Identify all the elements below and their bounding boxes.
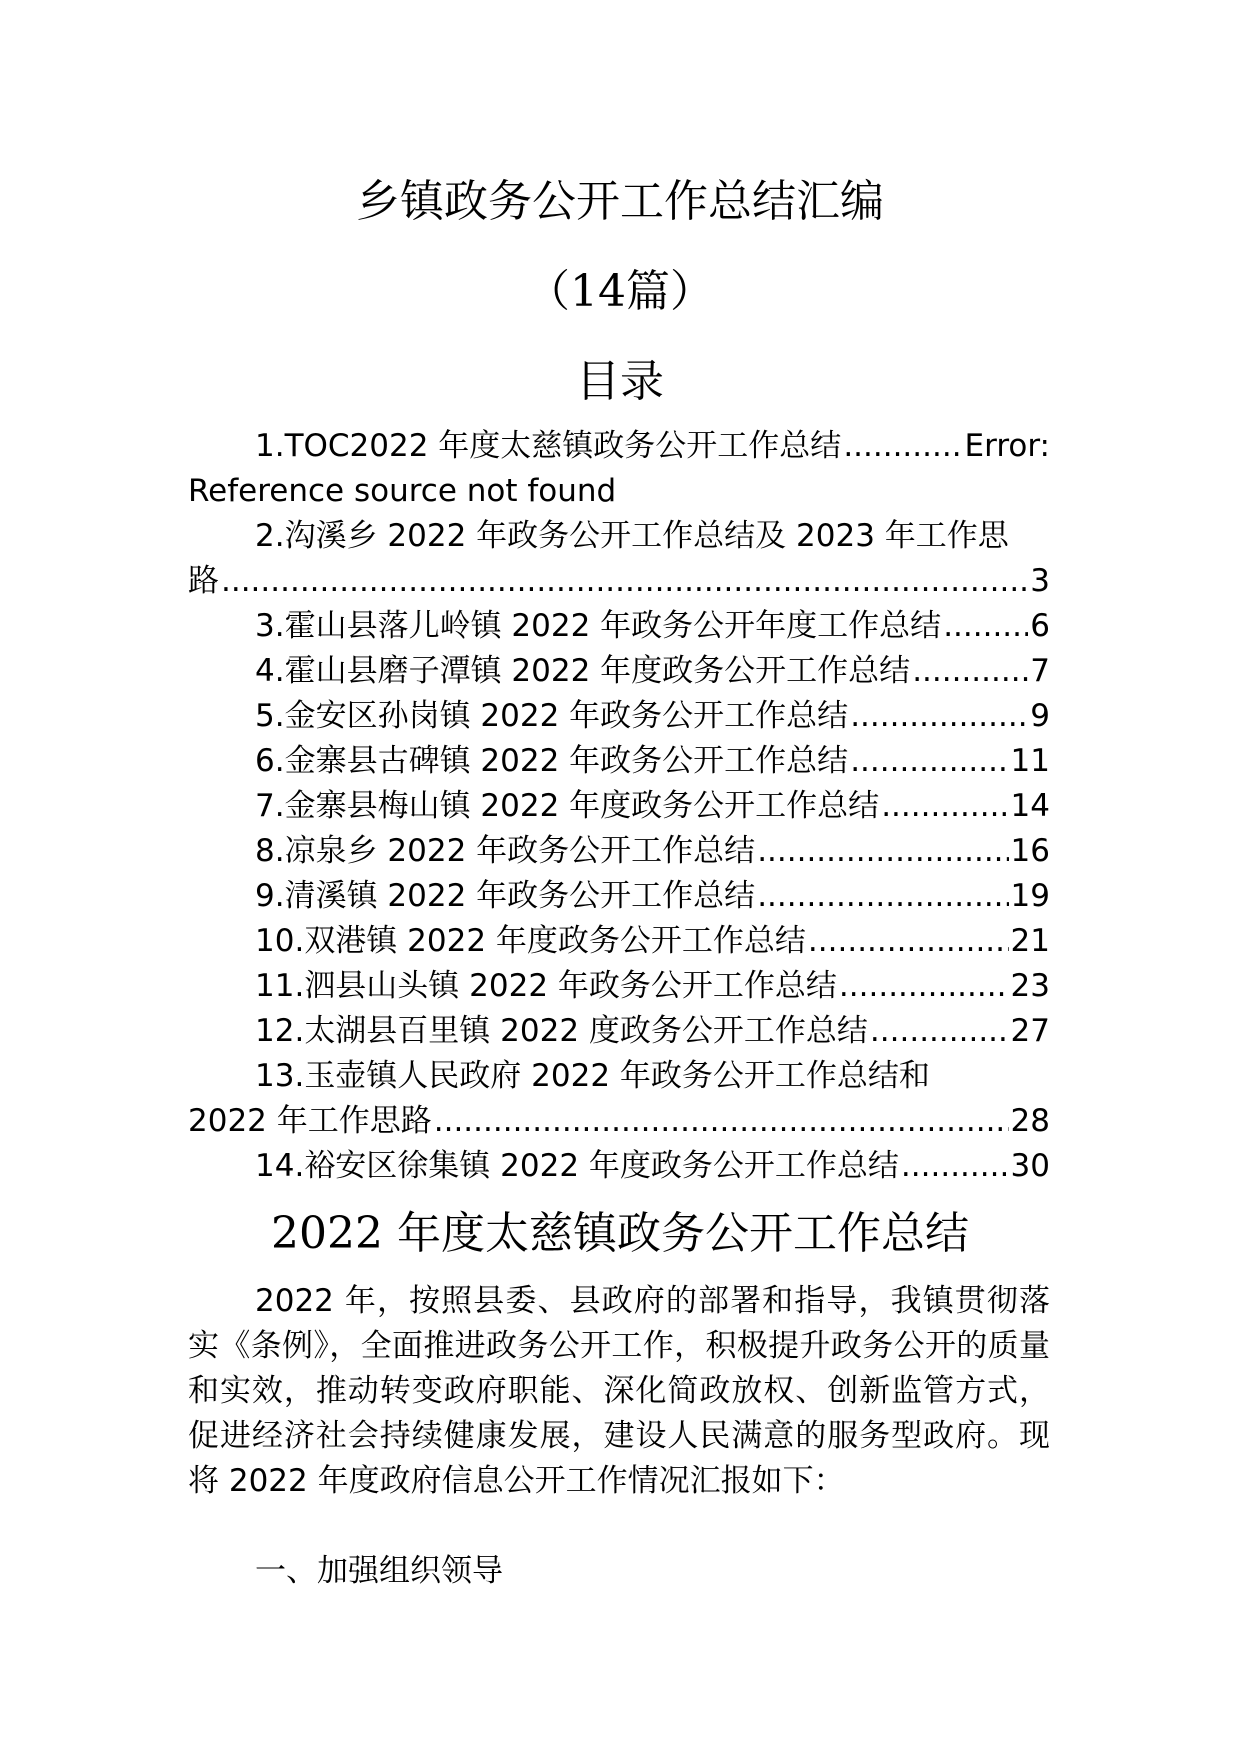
toc-entry-label: 9.清溪镇 2022 年政务公开工作总结: [255, 878, 756, 914]
toc-page-number: 3: [1030, 563, 1050, 599]
toc-page-number: 7: [1030, 653, 1050, 689]
toc-leader-dots: [839, 964, 1009, 1009]
toc-leader-dots: [808, 919, 1009, 964]
toc-entry[interactable]: [188, 829, 1050, 874]
toc-leader-dots: [757, 874, 1008, 919]
section-title: 2022 年度太慈镇政务公开工作总结: [271, 1208, 969, 1259]
toc-entry-continuation: Reference source not found: [188, 473, 617, 509]
toc-page-number: Error:: [964, 428, 1050, 464]
table-of-contents: [188, 424, 1050, 1189]
toc-leader-dots: [850, 739, 1008, 784]
toc-page-number: 28: [1010, 1103, 1050, 1139]
toc-leader-dots: [434, 1099, 1009, 1144]
toc-page-number: 23: [1010, 968, 1050, 1004]
toc-page-number: 16: [1010, 833, 1050, 869]
toc-leader-dots: [757, 829, 1008, 874]
toc-entry-label: 5.金安区孙岗镇 2022 年政务公开工作总结: [255, 698, 849, 734]
subtitle-count: 14: [570, 266, 626, 317]
subtitle-open: （: [526, 266, 570, 317]
subtitle-close: 篇）: [626, 266, 714, 317]
toc-leader-dots: [943, 604, 1028, 649]
toc-entry-label: 14.裕安区徐集镇 2022 年度政务公开工作总结: [255, 1148, 899, 1184]
toc-entry[interactable]: [188, 1009, 1050, 1054]
toc-entry[interactable]: [188, 874, 1050, 919]
toc-leader-dots: [221, 559, 1028, 604]
toc-leader-dots: [901, 1144, 1009, 1189]
toc-entry-label: 8.凉泉乡 2022 年政务公开工作总结: [255, 833, 756, 869]
toc-entry-continuation: 路: [188, 563, 219, 599]
toc-entry-label: 10.双港镇 2022 年度政务公开工作总结: [255, 923, 806, 959]
toc-entry[interactable]: [188, 964, 1050, 1009]
toc-leader-dots: [870, 1009, 1009, 1054]
toc-entry-label: 6.金寨县古碑镇 2022 年政务公开工作总结: [255, 743, 849, 779]
toc-leader-dots: [881, 784, 1008, 829]
toc-entry[interactable]: [188, 514, 1050, 604]
toc-entry[interactable]: [188, 1054, 1050, 1144]
body-text: [188, 1279, 1050, 1504]
document-subtitle: [0, 262, 1240, 322]
toc-entry[interactable]: [188, 604, 1050, 649]
toc-entry[interactable]: [188, 784, 1050, 829]
toc-leader-dots: [850, 694, 1028, 739]
toc-leader-dots: [912, 649, 1028, 694]
toc-page-number: 9: [1030, 698, 1050, 734]
paragraph: 2022 年，按照县委、县政府的部署和指导，我镇贯彻落实《条例》，全面推进政务公开工作，积极提升政务公开的质量和实效，推动转变政府职能、深化简政放权、创新监管方式，促进经济社会持续健康发展，建设人民满意的服务型政府。现将 2022 年度政府信息公开工作情况汇报如下：: [188, 1283, 1050, 1499]
toc-entry[interactable]: [188, 739, 1050, 784]
toc-page-number: 30: [1010, 1148, 1050, 1184]
section-heading: 一、加强组织领导: [255, 1553, 503, 1589]
toc-entry-label: 13.玉壶镇人民政府 2022 年政务公开工作总结和: [255, 1058, 930, 1094]
toc-entry[interactable]: [188, 694, 1050, 739]
toc-leader-dots: [843, 424, 962, 469]
toc-page-number: 21: [1010, 923, 1050, 959]
toc-entry-label: 4.霍山县磨子潭镇 2022 年度政务公开工作总结: [255, 653, 911, 689]
toc-entry-continuation: 2022 年工作思路: [188, 1103, 432, 1139]
toc-page-number: 6: [1030, 608, 1050, 644]
toc-page-number: 19: [1010, 878, 1050, 914]
toc-entry-label: 7.金寨县梅山镇 2022 年度政务公开工作总结: [255, 788, 880, 824]
toc-entry-label: 3.霍山县落儿岭镇 2022 年政务公开年度工作总结: [255, 608, 942, 644]
toc-entry-label: 2.沟溪乡 2022 年政务公开工作总结及 2023 年工作思: [255, 518, 1009, 554]
toc-heading: 目录: [576, 356, 664, 407]
toc-entry-label: 1.TOC2022 年度太慈镇政务公开工作总结: [255, 428, 842, 464]
toc-entry[interactable]: [188, 649, 1050, 694]
toc-entry[interactable]: [188, 424, 1050, 514]
toc-entry[interactable]: [188, 919, 1050, 964]
toc-entry[interactable]: [188, 1144, 1050, 1189]
toc-entry-label: 11.泗县山头镇 2022 年政务公开工作总结: [255, 968, 837, 1004]
toc-entry-label: 12.太湖县百里镇 2022 度政务公开工作总结: [255, 1013, 868, 1049]
document-title: 乡镇政务公开工作总结汇编: [356, 176, 884, 227]
toc-page-number: 27: [1010, 1013, 1050, 1049]
toc-page-number: 14: [1010, 788, 1050, 824]
toc-page-number: 11: [1010, 743, 1050, 779]
